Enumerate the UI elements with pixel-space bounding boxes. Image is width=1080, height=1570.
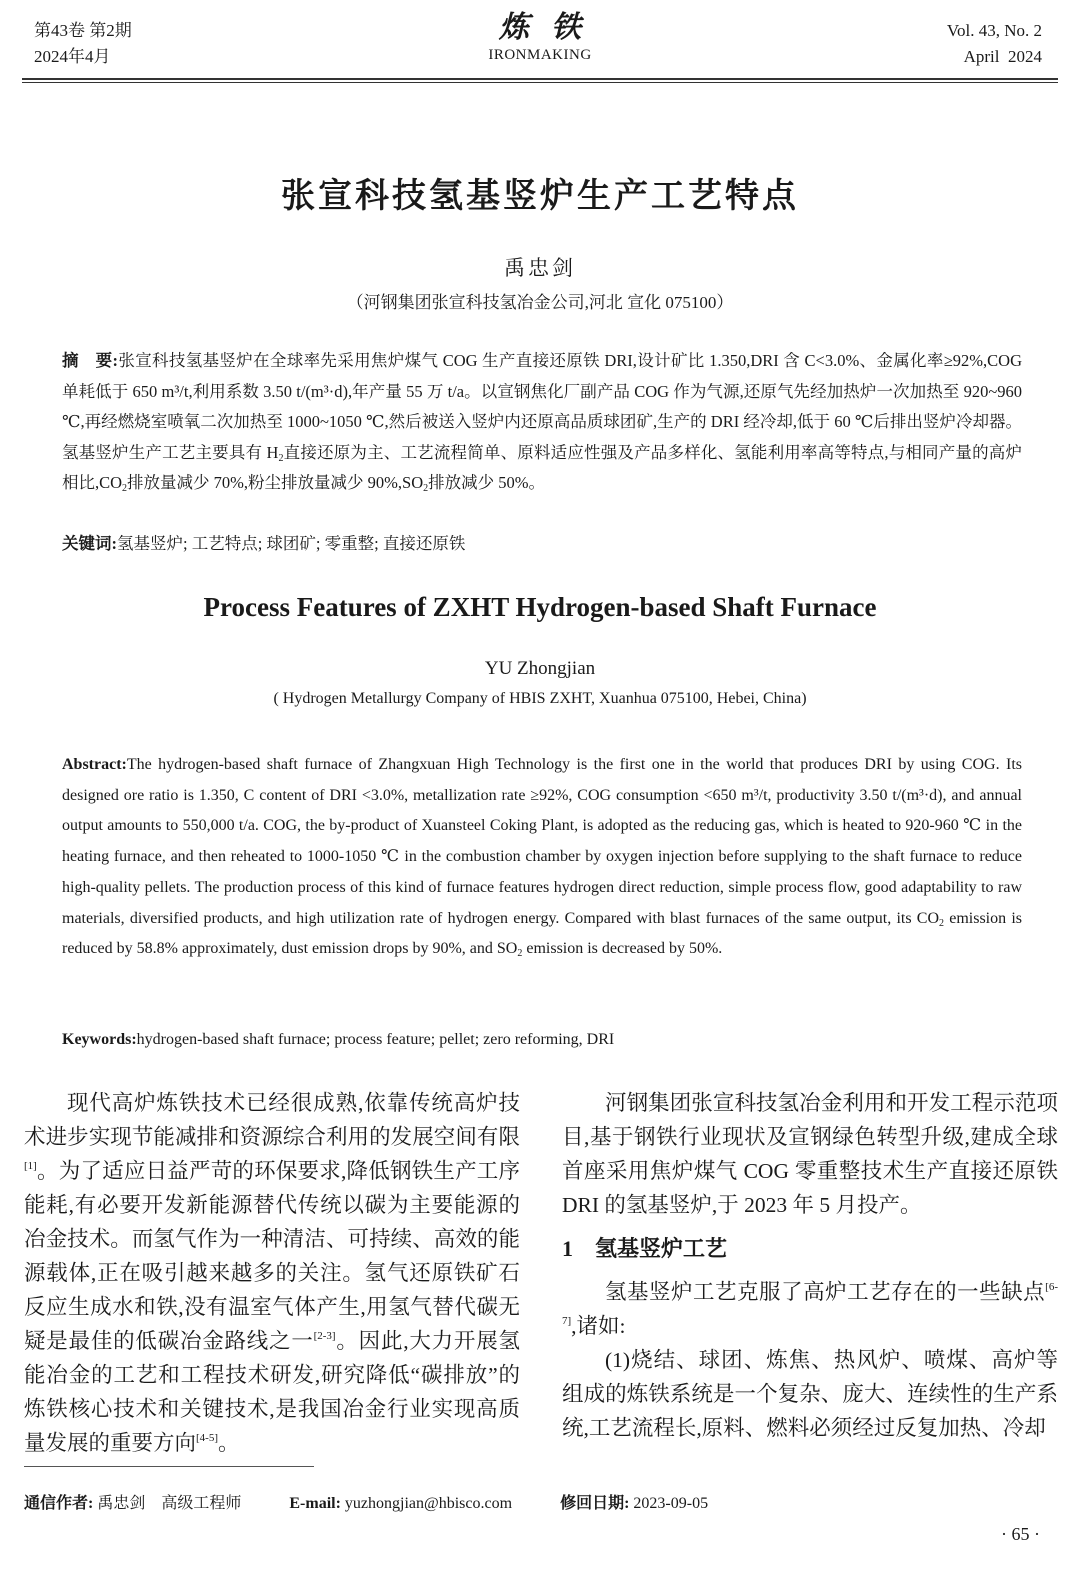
date-en: April 2024 [963, 47, 1042, 66]
abstract-cn: 摘 要:张宣科技氢基竖炉在全球率先采用焦炉煤气 COG 生产直接还原铁 DRI,设计矿比 1.350,DRI 含 C<3.0%、金属化率≥92%,COG 单耗低于 650 m³/t,利用系数 3.50 t/(m³·d),年产量 55 万 t/a。以宣钢焦化厂副产品 COG 作为气源,还原气先经加热炉一次加热至 920~960 ℃,再经燃烧室喷氧二次加热至 1000~1050 ℃,然后被送入竖炉内还原高品质球团矿,生产的 DRI 经冷却,低于 60 ℃后排出竖炉冷却器。氢基竖炉生产工艺主要具有 $H_2$直接还原为主、工艺流程简单、原料适应性强及产品多样化、氢能利用率高等特点,与相同产量的高炉相比$,CO_2$排放量减少 70%,粉尘排放量减少 $90\%,SO_2$排放减少 50%。 [62, 351, 1022, 494]
keywords-cn-label: 关键词: [62, 534, 117, 553]
header-right [947, 18, 1042, 70]
abstract-en: Abstract:The hydrogen-based shaft furnace of Zhangxuan High Technology is the first one in the world that produces DRI by using COG. Its designed ore ratio is 1.350, C content of DRI <3.0%, metallization rate ≥92%, COG consumption <650 m³/t, productivity 3.50 t/(m³·d), and annual output amounts to 550,000 t/a. COG, the by-product of Xuansteel Coking Plant, is adopted as the reducing gas, which is heated to 920-960 ℃ in the heating furnace, and then reheated to 1000-1050 ℃ in the combustion chamber by oxygen injection before supplying to the shaft furnace to reduce high-quality pellets. The production process of this kind of furnace features hydrogen direct reduction, simple process flow, good adaptability to raw materials, diversified products, and high utilization rate of hydrogen energy. Compared with blast furnaces of the same output, its $CO_2$ emission is reduced by 58.8% approximately, dust emission drops by 90%, and $SO_2$ emission is decreased by 50%. [62, 756, 1022, 960]
affiliation-cn: （河钢集团张宣科技氢冶金公司,河北 宣化 075100） [346, 293, 734, 312]
citation[interactable]: [2-3] [313, 1330, 336, 1342]
affiliation-en: ( Hydrogen Metallurgy Company of HBIS ZXHT, Xuanhua 075100, Hebei, China) [273, 690, 807, 707]
corresponding-author: 禹忠剑 高级工程师 [97, 1495, 242, 1512]
keywords-en: Keywords:hydrogen-based shaft furnace; process feature; pellet; zero reforming, DRI [62, 1031, 615, 1048]
intro-paragraph: 现代高炉炼铁技术已经很成熟,依靠传统高炉技术进步实现节能减排和资源综合利用的发展空间有限[1]。为了适应日益严苛的环保要求,降低钢铁生产工序能耗,有必要开发新能源替代传统以碳为主要能源的冶金技术。而氢气作为一种清洁、可持续、高效的能源载体,正在吸引越来越多的关注。氢气还原铁矿石反应生成水和铁,没有温室气体产生,用氢气替代碳无疑是最佳的低碳冶金路线之一[2-3]。因此,大力开展氢能冶金的工艺和工程技术研发,研究降低“碳排放”的炼铁核心技术和关键技术,是我国冶金行业实现高质量发展的重要方向[4-5]。 [24, 1091, 520, 1455]
keywords-en-label: Keywords: [62, 1031, 137, 1048]
volume-issue-cn: 第43卷 第2期 [34, 21, 132, 40]
journal-name-cn: 炼铁 [499, 11, 603, 44]
paper-title-en: Process Features of ZXHT Hydrogen-based Shaft Furnace [203, 592, 877, 622]
section-title: 氢基竖炉工艺 [595, 1237, 728, 1262]
keywords-cn: 关键词:氢基竖炉; 工艺特点; 球团矿; 零重整; 直接还原铁 [62, 534, 466, 553]
revision-date: 2023-09-05 [633, 1495, 709, 1512]
email-label: E-mail: [289, 1495, 341, 1512]
revision-date-label: 修回日期: [560, 1495, 630, 1512]
volume-issue-en: Vol. 43, No. 2 [946, 21, 1042, 40]
paper-title-cn: 张宣科技氢基竖炉生产工艺特点 [281, 178, 799, 215]
body-column-right [562, 1086, 1058, 1445]
project-paragraph: 河钢集团张宣科技氢冶金利用和开发工程示范项目,基于钢铁行业现状及宣钢绿色转型升级,建成全球首座采用焦炉煤气 COG 零重整技术生产直接还原铁 DRI 的氢基竖炉,于 2023 年 5 月投产。 [562, 1091, 1058, 1217]
corresponding-author-label: 通信作者: [24, 1495, 94, 1512]
author-cn: 禹忠剑 [504, 256, 576, 280]
journal-name-en: IRONMAKING [488, 47, 592, 63]
header-rule-thick [22, 78, 1058, 80]
citation[interactable]: [1] [24, 1160, 37, 1172]
section-number: 1 [562, 1236, 573, 1261]
citation[interactable]: [6-7] [562, 1281, 1058, 1327]
author-en: YU Zhongjian [484, 658, 596, 679]
abstract-cn-label: 摘 要: [62, 351, 119, 370]
citation[interactable]: [4-5] [196, 1432, 219, 1444]
footnote [24, 1490, 712, 1513]
email-link[interactable]: yuzhongjian@hbisco.com [344, 1495, 513, 1512]
footnote-rule [24, 1466, 314, 1467]
header-rule-thin [22, 82, 1058, 83]
section-heading [562, 1232, 1058, 1267]
abstract-en-label: Abstract: [62, 756, 127, 773]
body-column-left [24, 1086, 520, 1460]
section-paragraph: 氢基竖炉工艺克服了高炉工艺存在的一些缺点[6-7],诸如: [562, 1280, 1058, 1338]
list-item-1: (1)烧结、球团、炼焦、热风炉、喷煤、高炉等组成的炼铁系统是一个复杂、庞大、连续性的生产系统,工艺流程长,原料、燃料必须经过反复加热、冷却 [562, 1348, 1058, 1440]
journal-masthead [0, 10, 1080, 64]
page-number: · 65 · [1001, 1524, 1040, 1544]
date-cn: 2024年4月 [34, 47, 111, 66]
